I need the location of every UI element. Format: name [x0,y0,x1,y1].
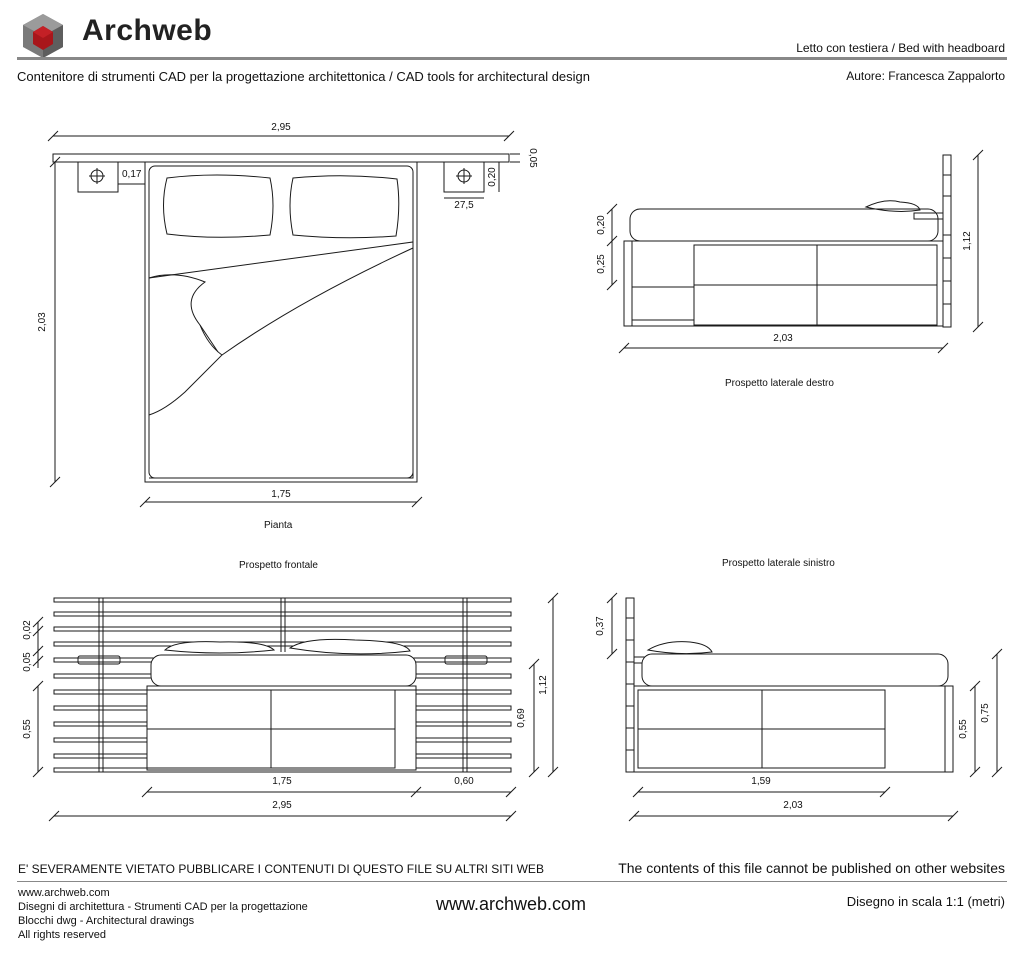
front-dim-side: 0,60 [454,776,474,787]
plan-dim-nightstand-width: 27,5 [454,200,474,211]
plan-dim-headboard: 0,05 [527,148,538,168]
plan-duvet-fold [149,275,222,415]
scale-note: Disegno in scala 1:1 (metri) [846,894,1005,909]
front-shelf-right [445,656,487,664]
plan-duvet [149,242,413,478]
right-dim-height: 1,12 [962,231,973,251]
warning-english: The contents of this file cannot be published on other websites [618,860,1005,876]
right-base [624,241,943,326]
left-headboard [626,598,634,772]
left-dim-base: 0,55 [958,719,969,739]
plan-dim-width: 2,95 [271,122,291,133]
right-mattress [630,209,938,241]
drawing-title: Letto con testiera / Bed with headboard [796,41,1005,55]
front-dim-bed: 1,75 [272,776,292,787]
right-pillow [866,201,920,212]
front-label: Prospetto frontale [239,560,318,571]
plan-label: Pianta [264,520,293,531]
left-pillow [648,642,712,654]
right-headboard [943,155,951,327]
right-dim-mattress: 0,20 [596,215,607,235]
footer-site[interactable]: www.archweb.com [18,887,110,899]
front-dim-total: 2,95 [272,800,292,811]
left-dim-length: 2,03 [783,800,803,811]
front-pillow-left [165,642,274,653]
plan-view [48,131,520,507]
plan-pillow-right [290,176,399,238]
right-side-view [607,150,983,353]
footer-line-3: Blocchi dwg - Architectural drawings [18,915,195,927]
plan-dim-nightstand-depth: 0,20 [487,167,498,187]
footer-rule [17,881,1007,882]
header-subtitle: Contenitore di strumenti CAD per la progettazione architettonica / CAD tools for architectural design [17,69,591,84]
left-side-view [607,593,1002,821]
author: Autore: Francesca Zappalorto [846,69,1005,83]
front-dim-height: 1,12 [538,675,549,695]
plan-mattress [149,166,413,478]
plan-headboard [53,154,509,162]
right-dim-base: 0,25 [596,254,607,274]
front-dim-base: 0,55 [22,719,33,739]
left-dim-top: 0,37 [595,616,606,636]
footer-line-4: All rights reserved [18,929,107,941]
right-drawer-lower [694,285,937,325]
front-dim-slat: 0,02 [22,620,33,640]
right-shelf [914,213,943,219]
brand-name: Archweb [82,14,213,47]
plan-bed-frame [145,162,417,482]
right-dim-length: 2,03 [773,333,793,344]
front-dim-shelf: 0,05 [22,652,33,672]
front-mattress [151,655,416,686]
right-side-label: Prospetto laterale destro [725,378,834,389]
front-dim-top: 0,69 [516,708,527,728]
left-mattress [642,654,948,686]
left-side-label: Prospetto laterale sinistro [722,558,835,569]
warning-italian: E' SEVERAMENTE VIETATO PUBBLICARE I CONTENUTI DI QUESTO FILE SU ALTRI SITI WEB [18,862,544,876]
left-dim-height: 0,75 [980,703,991,723]
footer-center-site[interactable]: www.archweb.com [436,894,587,914]
plan-pillow-left [164,175,274,237]
plan-dim-bed: 1,75 [271,489,291,500]
right-drawer-upper [694,245,937,285]
left-dim-drawers: 1,59 [751,776,771,787]
front-view [33,593,558,821]
front-base [147,686,416,770]
plan-dim-length: 2,03 [37,312,48,332]
footer-line-2: Disegni di architettura - Strumenti CAD per la progettazione [18,901,308,913]
plan-nightstand-left [78,162,118,192]
plan-dim-gap: 0,17 [122,169,142,180]
